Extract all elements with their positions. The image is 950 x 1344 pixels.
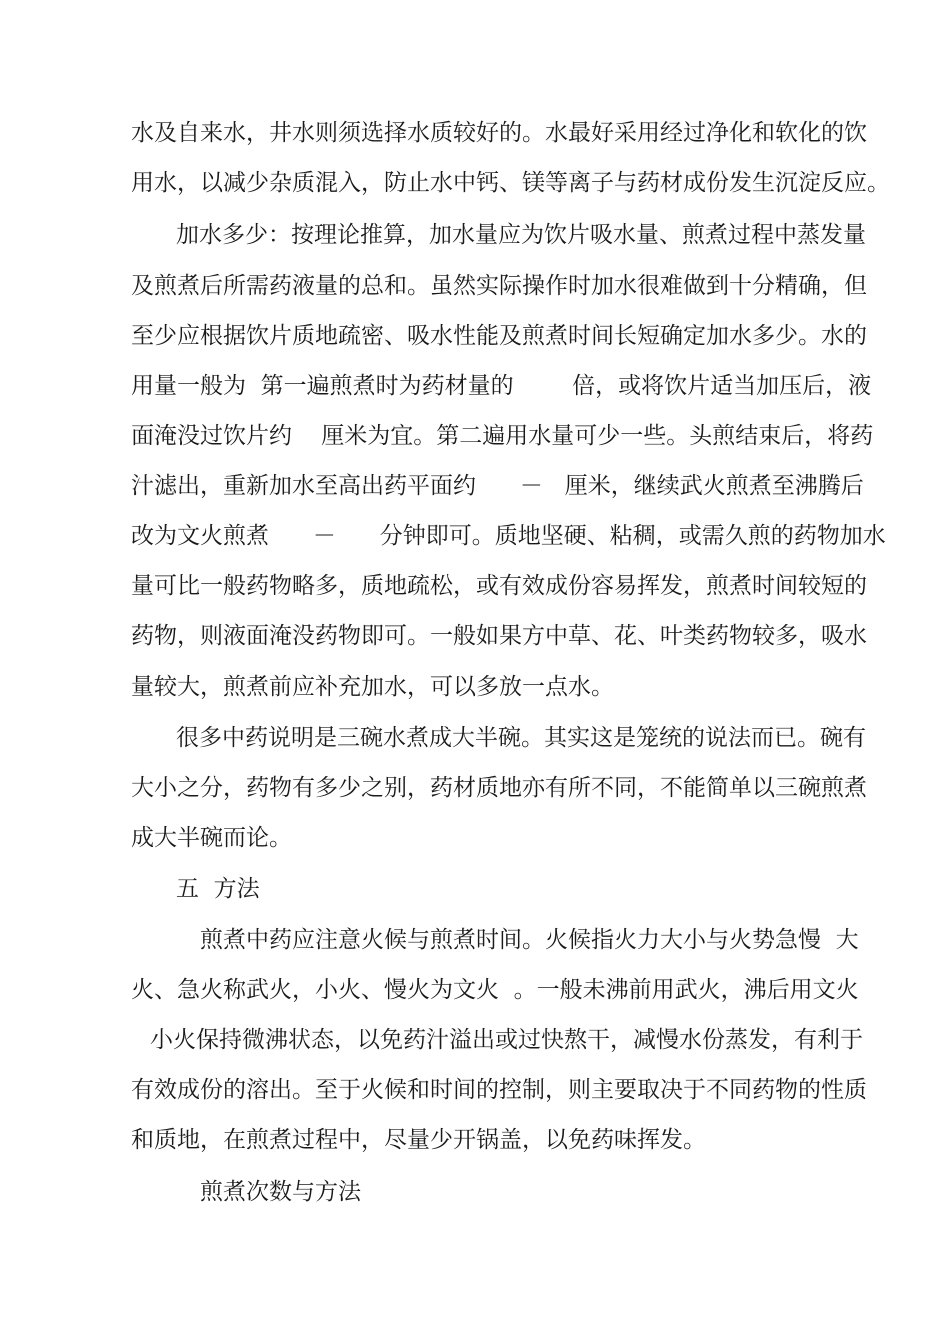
text-line: 及煎煮后所需药液量的总和。虽然实际操作时加水很难做到十分精确，但 xyxy=(131,273,867,299)
text-line: 面淹没过饮片约 厘米为宜。第二遍用水量可少一些。头煎结束后，将药 xyxy=(131,423,874,449)
section-heading: 煎煮次数与方法 xyxy=(200,1179,361,1205)
text-line: 和质地，在煎煮过程中，尽量少开锅盖，以免药味挥发。 xyxy=(131,1127,706,1153)
text-line: 至少应根据饮片质地疏密、吸水性能及煎煮时间长短确定加水多少。水的 xyxy=(131,323,867,349)
paragraph-first-line: 很多中药说明是三碗水煮成大半碗。其实这是笼统的说法而已。碗有 xyxy=(176,725,866,751)
text-line: 水及自来水，井水则须选择水质较好的。水最好采用经过净化和软化的饮 xyxy=(131,120,867,146)
text-line: 大小之分，药物有多少之别，药材质地亦有所不同，不能简单以三碗煎煮 xyxy=(131,775,867,801)
text-line: 量较大，煎煮前应补充加水，可以多放一点水。 xyxy=(131,674,614,700)
text-line: 量可比一般药物略多，质地疏松，或有效成份容易挥发，煎煮时间较短的 xyxy=(131,573,867,599)
text-line: 成大半碗而论。 xyxy=(131,825,292,851)
text-line: 火、急火称武火，小火、慢火为文火 。一般未沸前用武火，沸后用文火 xyxy=(131,977,859,1003)
text-line: 用水，以减少杂质混入，防止水中钙、镁等离子与药材成份发生沉淀反应。 xyxy=(131,170,890,196)
text-line: 有效成份的溶出。至于火候和时间的控制，则主要取决于不同药物的性质 xyxy=(131,1077,867,1103)
text-line: 用量一般为 第一遍煎煮时为药材量的 倍，或将饮片适当加压后，液 xyxy=(131,373,872,399)
text-line: 汁滤出，重新加水至高出药平面约 － 厘米，继续武火煎煮至沸腾后 xyxy=(131,473,864,499)
paragraph-first-line: 煎煮中药应注意火候与煎煮时间。火候指火力大小与火势急慢 大 xyxy=(200,927,859,953)
paragraph-first-line: 加水多少：按理论推算，加水量应为饮片吸水量、煎煮过程中蒸发量 xyxy=(176,222,866,248)
text-line: 改为文火煎煮 － 分钟即可。质地坚硬、粘稠，或需久煎的药物加水 xyxy=(131,523,886,549)
text-line: 药物，则液面淹没药物即可。一般如果方中草、花、叶类药物较多，吸水 xyxy=(131,623,867,649)
section-heading: 五 方法 xyxy=(176,876,260,902)
text-line: 小火保持微沸状态，以免药汁溢出或过快熬干，减慢水份蒸发，有利于 xyxy=(150,1027,863,1053)
